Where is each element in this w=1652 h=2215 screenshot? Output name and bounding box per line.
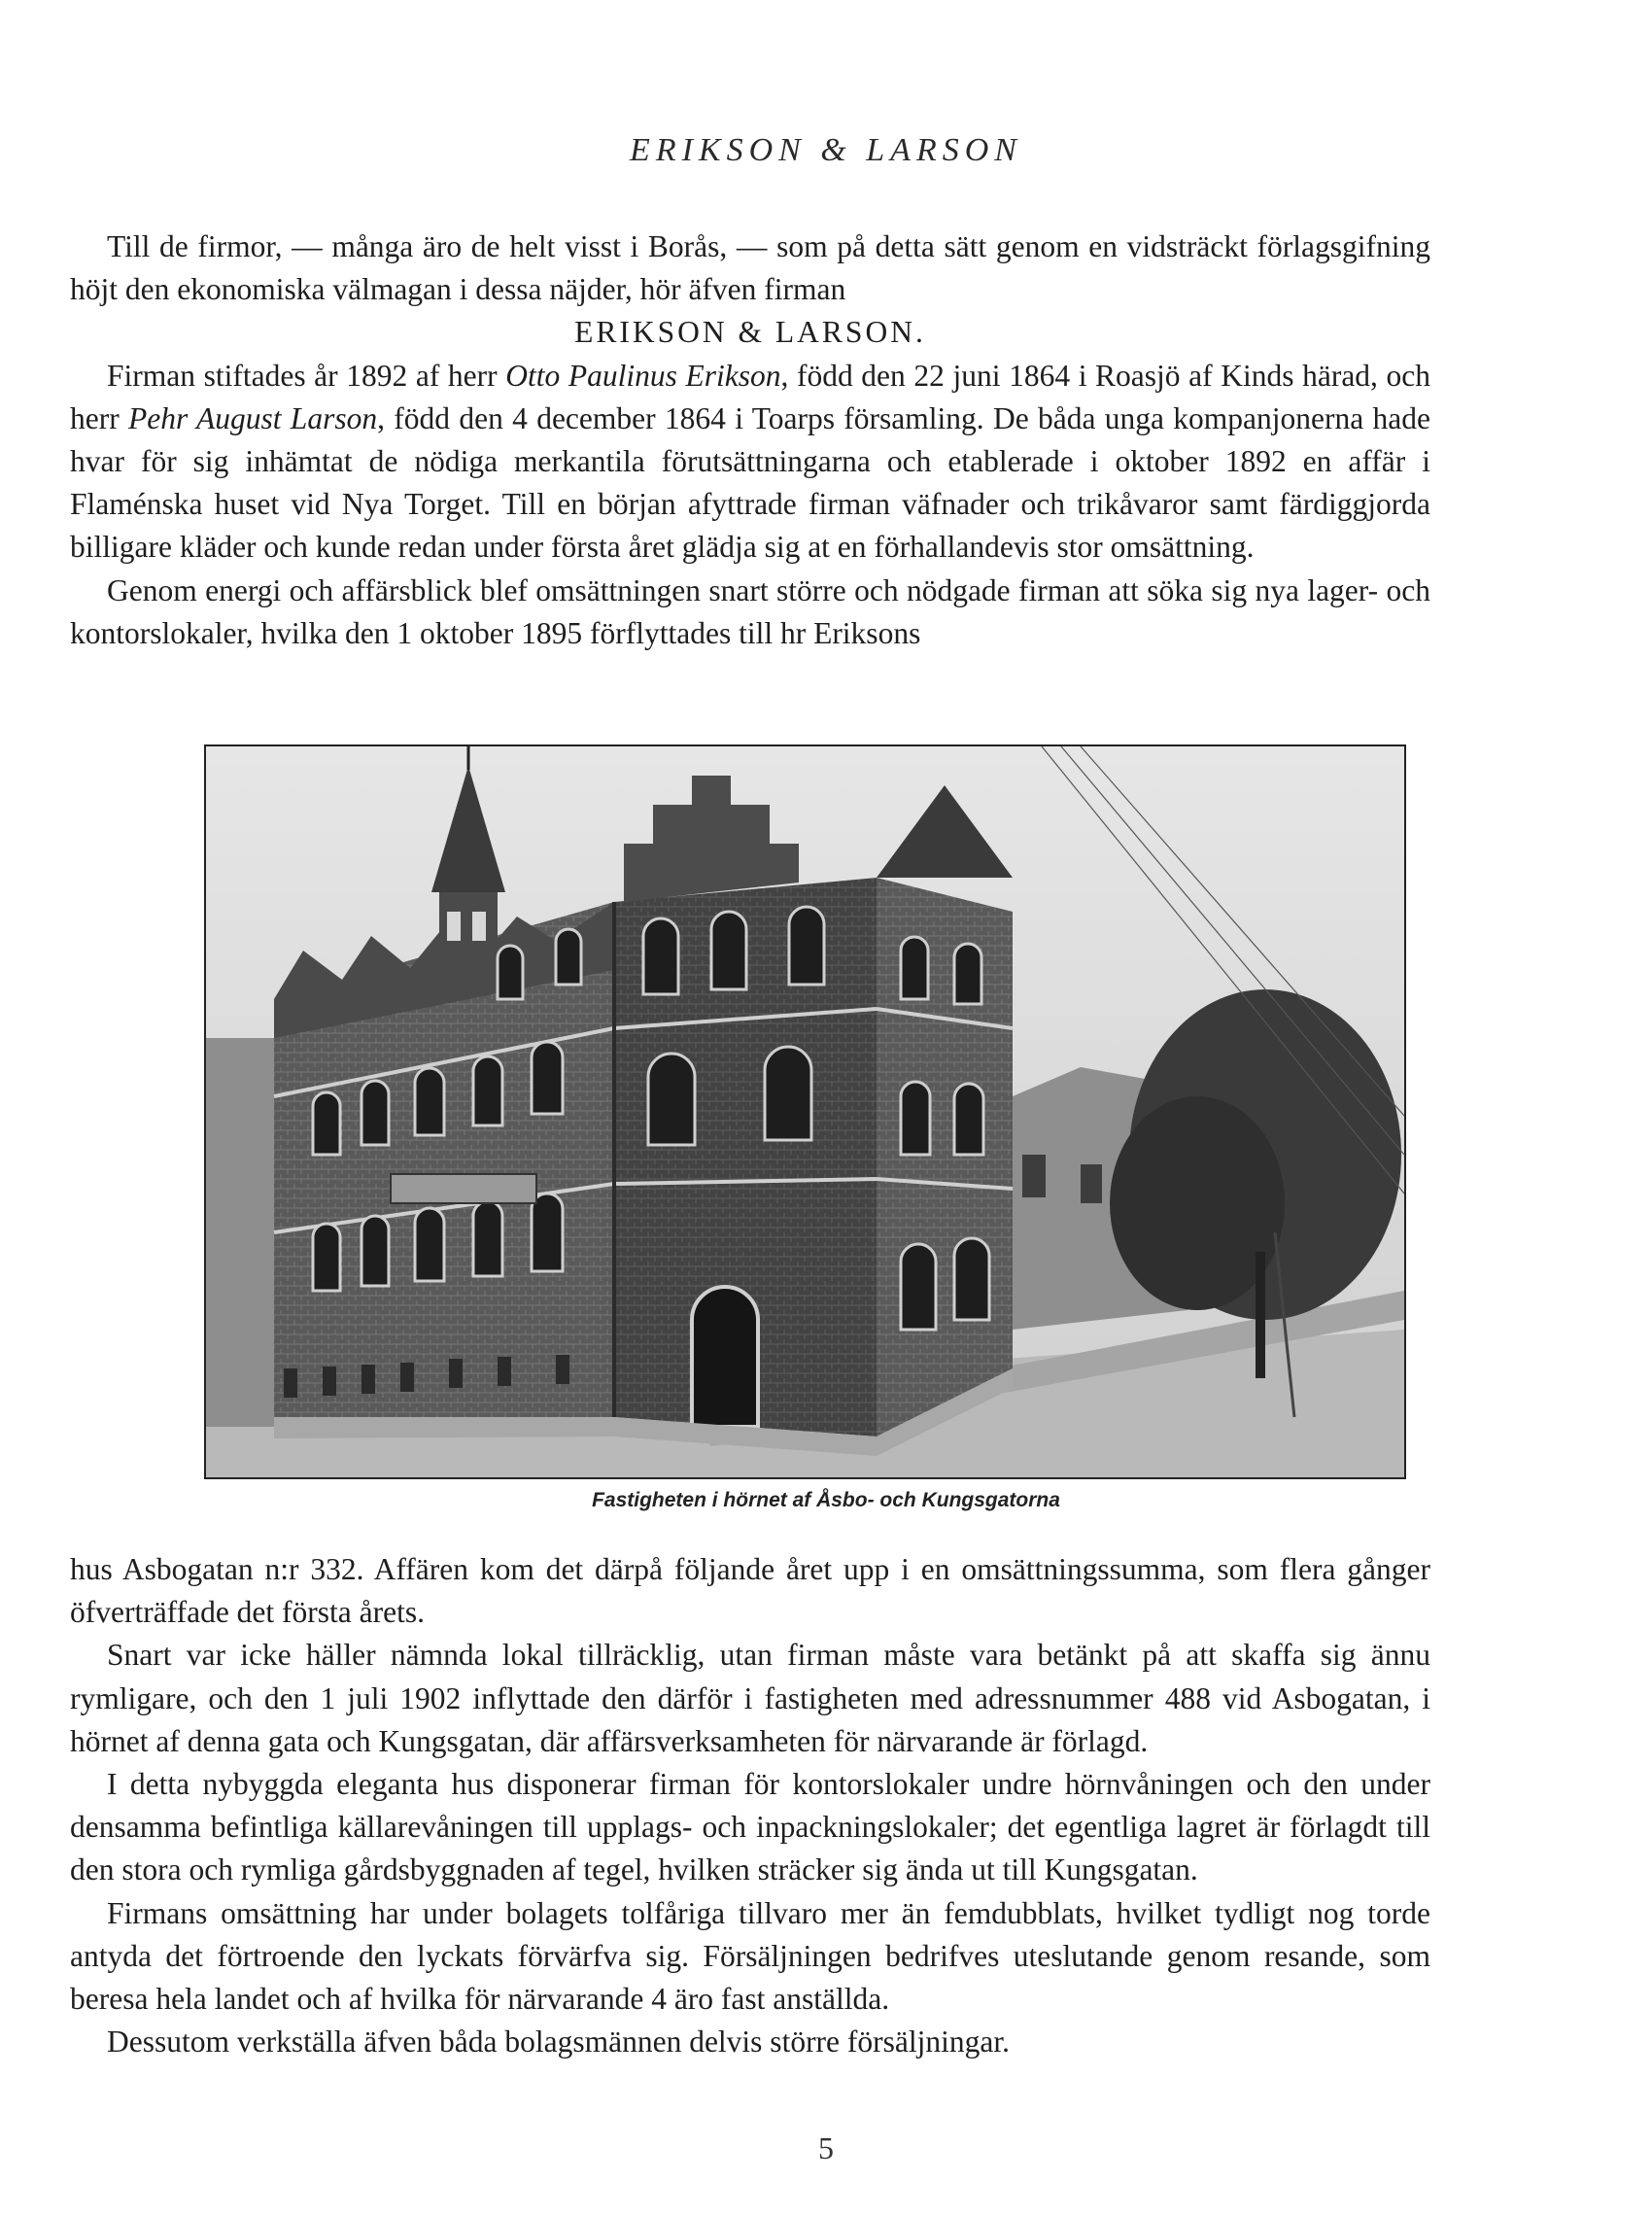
text-run: , född den 22 juni 1864 i Roasjö af Kinds härad, och herr [70, 358, 1431, 435]
paragraph: Dessutom verkställa äfven båda bolagsmännen delvis större försäljningar. [107, 2025, 1010, 2059]
paragraph: Firmans omsättning har under bolagets tolfåriga tillvaro mer än femdubblats, hvilket tydligt nog torde antyda det förtroende den lyckats förvärfva sig. Försäljningen bedrifves uteslutande genom resande, som beresa hela landet och af hvilka för närvarande 4 äro fast anställda. [70, 1895, 1430, 2017]
body-text-bottom [70, 1548, 1430, 2063]
page-number: 5 [818, 2130, 834, 2165]
figure-caption: Fastigheten i hörnet af Åsbo- och Kungsgatorna [592, 1489, 1060, 1511]
paragraph: Till de firmor, — många äro de helt visst i Borås, — som på detta sätt genom en vidsträckt förlagsgifning höjt den ekonomiska välmagan i dessa näjder, hör äfven firman [70, 229, 1430, 307]
text-run: , född den 4 december 1864 i Toarps församling. De båda unga kompanjonerna hade hvar för sig inhämtat de nödiga merkantila förutsättningarna och etablerade i oktober 1892 en affär i Flaménska huset vid Nya Torget. Till en början afyttrade firman väfnader och trikåvaror samt färdiggjorda billigare kläder och kunde redan under första året glädja sig at en förhallandevis stor omsättning. [70, 400, 1431, 565]
firm-name-line: ERIKSON & LARSON. [574, 315, 926, 350]
text-run: Firman stiftades år 1892 af herr [107, 358, 506, 393]
person-name: Pehr August Larson [128, 400, 378, 435]
paragraph: I detta nybyggda eleganta hus disponerar firman för kontorslokaler undre hörnvåningen och den under densamma befintliga källarevåningen till upplags- och inpackningslokaler; det egentliga lagret är förlagdt till den stora och rymliga gårdsbyggnaden af tegel, hvilken sträcker sig ända ut till Kungsgatan. [70, 1767, 1430, 1887]
body-text-top [70, 225, 1430, 655]
paragraph: Snart var icke häller nämnda lokal tillräcklig, utan firman måste vara betänkt på att skaffa sig ännu rymligare, och den 1 juli 1902 inflyttade den därför i fastigheten med adressnummer 488 vid Asbogatan, i hörnet af denna gata och Kungsgatan, där affärsverksamheten för närvarande är förlagd. [70, 1638, 1430, 1758]
person-name: Otto Paulinus Erikson [505, 358, 781, 393]
building-illustration [206, 746, 1404, 1477]
paragraph [70, 355, 1430, 570]
building-photograph [204, 744, 1406, 1479]
paragraph: hus Asbogatan n:r 332. Affären kom det därpå följande året upp i en omsättningssumma, som flera gånger öfverträffade det första årets. [70, 1552, 1430, 1630]
paragraph: Genom energi och affärsblick blef omsättningen snart större och nödgade firman att söka sig nya lager- och kontorslokaler, hvilka den 1 oktober 1895 förflyttades till hr Eriksons [70, 572, 1430, 650]
running-head: ERIKSON & LARSON [630, 132, 1022, 168]
